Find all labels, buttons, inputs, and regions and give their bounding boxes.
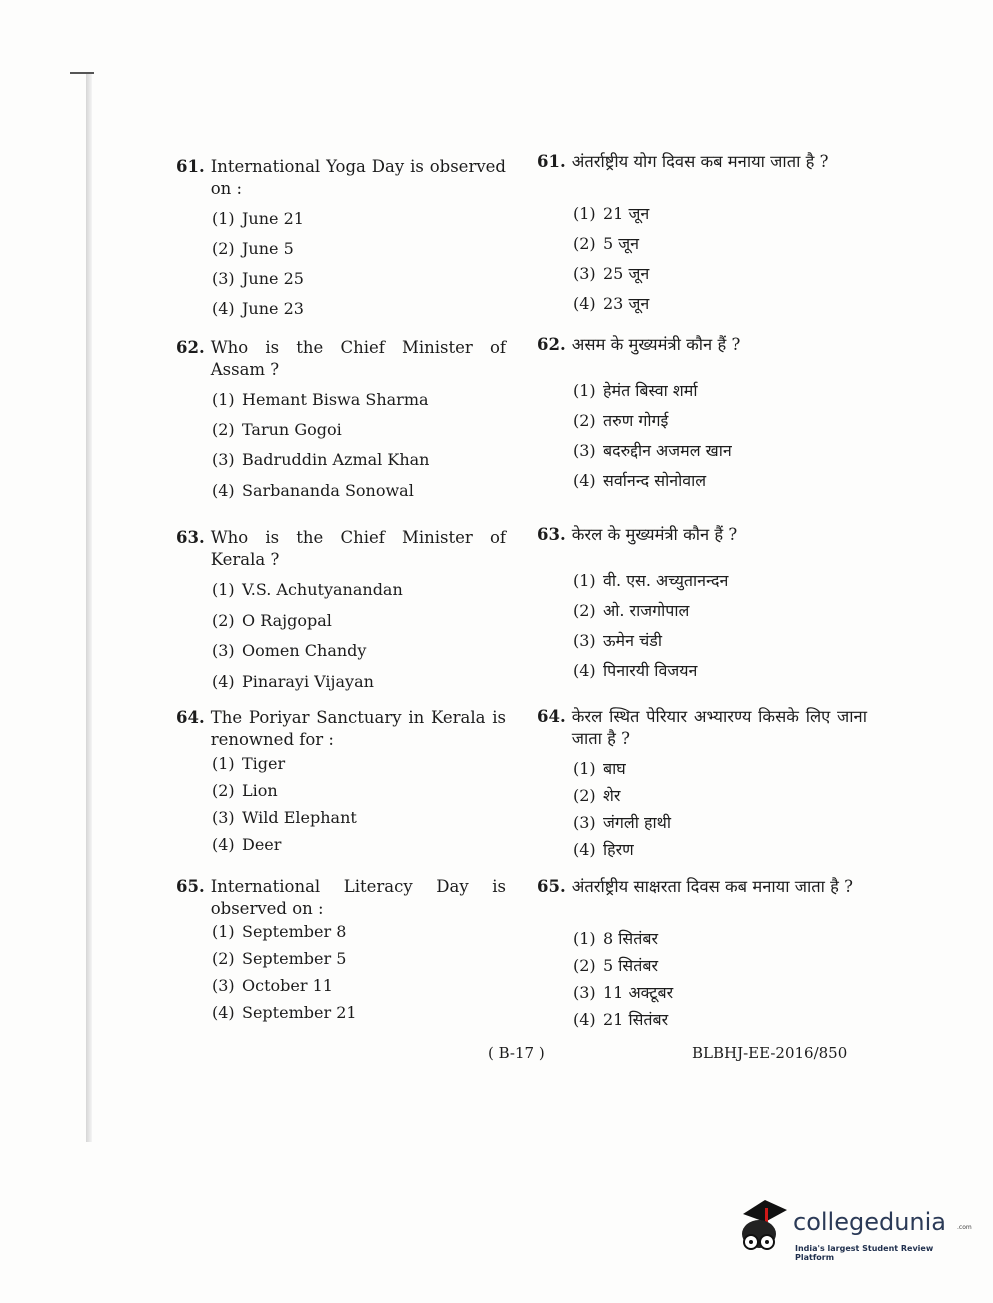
option-2 [212,780,278,802]
option-text: Tarun Gogoi [242,420,342,439]
scan-mark [70,72,94,74]
option-text: June 5 [242,239,294,258]
option-4 [573,293,649,315]
question-number: 61. [176,157,205,176]
option-number: (4) [212,1003,235,1022]
option-text: October 11 [242,976,333,995]
option-text: 5 सितंबर [603,956,659,975]
option-number: (4) [573,471,596,490]
option-number: (4) [573,661,596,680]
option-text: 5 जून [603,234,640,253]
option-1 [573,928,658,950]
option-number: (4) [573,840,596,859]
option-number: (1) [212,209,235,228]
option-2 [573,955,658,977]
option-number: (2) [212,781,235,800]
option-text: June 23 [242,299,304,318]
option-1 [573,758,626,780]
question-en-64 [176,707,506,854]
option-2 [573,785,620,807]
option-text: Deer [242,835,282,854]
question-number: 64. [537,707,566,726]
option-number: (1) [212,754,235,773]
option-number: (2) [573,956,596,975]
option-text: September 21 [242,1003,357,1022]
question-number: 63. [176,528,205,547]
option-text: June 25 [242,269,304,288]
option-text: हेमंत बिस्वा शर्मा [603,381,698,400]
question-number: 63. [537,525,566,544]
option-number: (1) [212,390,235,409]
option-number: (3) [212,269,235,288]
option-text: ओ. राजगोपाल [603,601,690,620]
option-text: Sarbananda Sonowal [242,481,414,500]
option-text: 21 जून [603,204,650,223]
option-3 [573,263,649,285]
option-3 [573,812,671,834]
option-2 [212,238,294,260]
question-hi-62 [537,334,867,490]
question-text: केरल के मुख्यमंत्री कौन हैं ? [571,525,738,544]
option-3 [212,268,304,290]
option-3 [212,640,366,662]
option-number: (3) [212,450,235,469]
option-1 [212,208,304,230]
question-hi-65 [537,876,867,1029]
question-text: Who is the Chief Minister of Assam ? [210,338,506,379]
question-text: The Poriyar Sanctuary in Kerala is renowned for : [210,708,506,749]
option-2 [212,419,342,441]
option-3 [573,982,673,1004]
option-3 [573,630,662,652]
option-text: ऊमेन चंडी [603,631,662,650]
option-1 [212,579,403,601]
option-1 [212,753,285,775]
option-2 [212,610,332,632]
option-number: (1) [573,204,596,223]
option-number: (4) [212,299,235,318]
option-number: (1) [573,381,596,400]
option-text: Pinarayi Vijayan [242,672,374,691]
option-text: V.S. Achutyanandan [242,580,403,599]
question-text: अंतर्राष्ट्रीय साक्षरता दिवस कब मनाया जाता है ? [571,877,854,896]
option-1 [573,380,698,402]
brand-suffix: .com [957,1224,972,1231]
question-number: 65. [537,877,566,896]
option-text: 11 अक्टूबर [603,983,674,1002]
option-2 [573,600,689,622]
option-1 [212,921,346,943]
question-text: International Yoga Day is observed on : [210,157,506,198]
option-text: Tiger [242,754,286,773]
option-text: बदरुद्दीन अजमल खान [603,441,732,460]
question-number: 62. [537,335,566,354]
option-text: September 5 [242,949,347,968]
option-text: Oomen Chandy [242,641,367,660]
option-number: (4) [573,1010,596,1029]
option-text: 23 जून [603,294,650,313]
option-number: (4) [212,835,235,854]
option-number: (3) [212,808,235,827]
option-number: (3) [573,813,596,832]
question-hi-61 [537,151,867,313]
option-text: Hemant Biswa Sharma [242,390,429,409]
option-number: (2) [573,234,596,253]
question-text: अंतर्राष्ट्रीय योग दिवस कब मनाया जाता है ? [571,152,829,171]
page-number: ( B-17 ) [488,1044,545,1062]
option-text: शेर [603,786,621,805]
option-text: O Rajgopal [242,611,332,630]
option-1 [212,389,429,411]
option-3 [212,449,429,471]
mascot-icon [735,1196,793,1258]
option-number: (4) [212,672,235,691]
option-number: (1) [212,922,235,941]
option-4 [573,1009,668,1031]
option-4 [212,834,281,856]
option-text: Wild Elephant [242,808,357,827]
option-3 [212,975,333,997]
option-text: 8 सितंबर [603,929,659,948]
option-text: हिरण [603,840,634,859]
option-number: (2) [212,239,235,258]
option-number: (3) [212,641,235,660]
option-text: June 21 [242,209,304,228]
scan-edge [86,72,92,1142]
option-text: वी. एस. अच्युतानन्दन [603,571,729,590]
option-4 [573,660,697,682]
option-4 [212,298,304,320]
exam-code: BLBHJ-EE-2016/850 [692,1044,848,1062]
option-2 [573,233,639,255]
option-2 [573,410,668,432]
option-text: Lion [242,781,278,800]
question-en-63 [176,527,506,691]
question-text: International Literacy Day is observed on : [210,877,506,918]
option-text: Badruddin Azmal Khan [242,450,430,469]
question-text: केरल स्थित पेरियार अभ्यारण्य किसके लिए जाना जाता है ? [571,707,867,748]
option-number: (4) [212,481,235,500]
option-number: (2) [212,420,235,439]
question-text: असम के मुख्यमंत्री कौन हैं ? [571,335,741,354]
option-4 [573,470,706,492]
question-number: 61. [537,152,566,171]
option-number: (1) [573,929,596,948]
option-number: (1) [573,759,596,778]
option-number: (2) [212,949,235,968]
option-number: (2) [573,786,596,805]
option-4 [573,839,634,861]
option-number: (3) [573,983,596,1002]
option-2 [212,948,346,970]
collegedunia-watermark [735,1196,972,1268]
question-number: 64. [176,708,205,727]
option-4 [212,1002,357,1024]
option-number: (3) [573,441,596,460]
option-4 [212,671,374,693]
option-number: (1) [212,580,235,599]
option-number: (4) [573,294,596,313]
brand-name: collegedunia [793,1208,947,1236]
question-en-62 [176,337,506,500]
question-en-65 [176,876,506,1022]
option-number: (1) [573,571,596,590]
option-number: (3) [573,264,596,283]
option-1 [573,570,728,592]
option-text: 25 जून [603,264,650,283]
brand-tagline: India's largest Student Review Platform [795,1244,934,1262]
option-text: सर्वानन्द सोनोवाल [603,471,707,490]
option-number: (2) [212,611,235,630]
option-1 [573,203,649,225]
option-3 [573,440,732,462]
option-number: (3) [212,976,235,995]
option-number: (3) [573,631,596,650]
question-hi-64 [537,706,867,859]
question-number: 62. [176,338,205,357]
option-text: 21 सितंबर [603,1010,669,1029]
option-number: (2) [573,411,596,430]
option-text: जंगली हाथी [603,813,671,832]
option-number: (2) [573,601,596,620]
option-text: पिनारयी विजयन [603,661,698,680]
option-text: September 8 [242,922,347,941]
option-3 [212,807,357,829]
question-hi-63 [537,524,867,680]
question-en-61 [176,156,506,318]
question-number: 65. [176,877,205,896]
option-4 [212,480,414,502]
option-text: तरुण गोगई [603,411,669,430]
question-text: Who is the Chief Minister of Kerala ? [210,528,506,569]
option-text: बाघ [603,759,626,778]
